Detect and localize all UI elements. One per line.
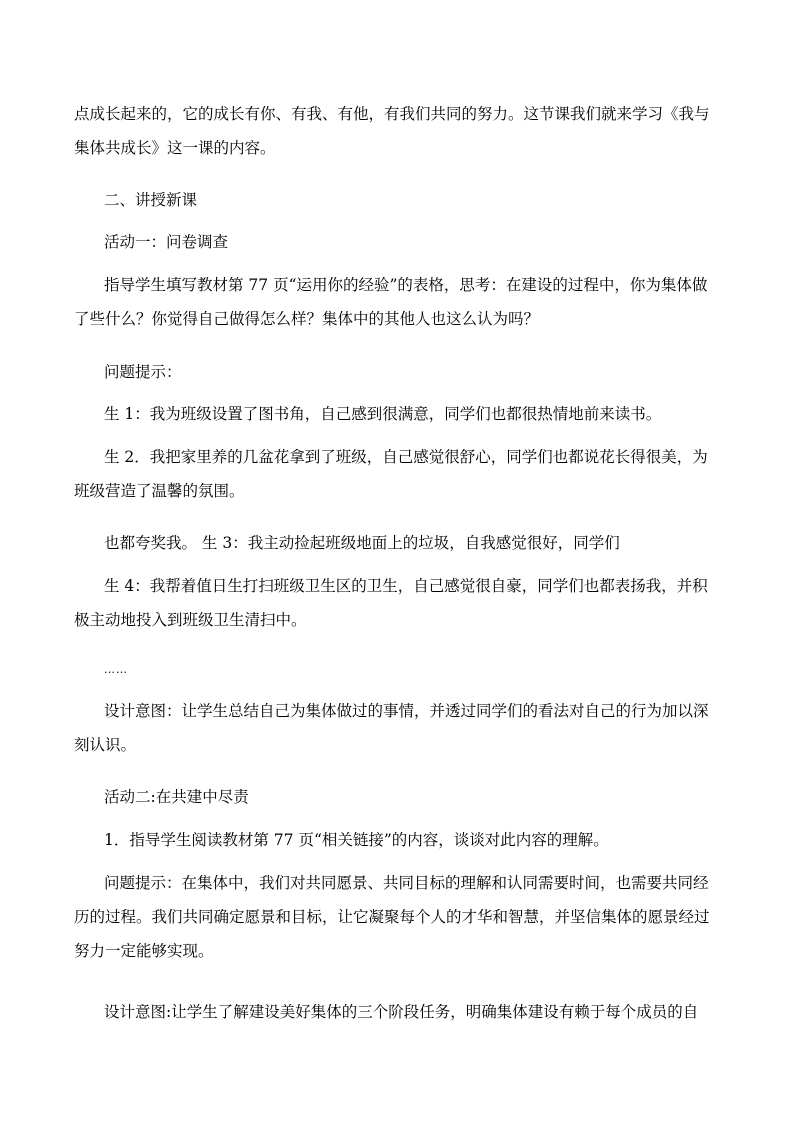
- text-line: 刻认识。: [74, 736, 137, 754]
- text-line: 活动二:在共建中尽责: [104, 788, 249, 806]
- activity-two-item-1: [104, 823, 724, 857]
- ellipsis: [104, 653, 724, 687]
- student-answer-4: [74, 569, 724, 637]
- text-line: 努力一定能够实现。: [74, 942, 214, 960]
- text-line: ……: [104, 663, 128, 676]
- text-line: 了些什么？你觉得自己做得怎么样？集体中的其他人也这么认为吗？: [74, 310, 540, 328]
- student-answer-3: [104, 526, 724, 560]
- design-intent-activity-two: [104, 995, 724, 1029]
- text-line: 活动一：问卷调查: [104, 233, 229, 251]
- paragraph-guide-questionnaire: [74, 268, 724, 336]
- design-intent-activity-one: [74, 694, 724, 762]
- student-answer-1: [104, 397, 724, 431]
- text-line: 集体共成长》这一课的内容。: [74, 139, 276, 157]
- text-line: 问题提示：: [104, 363, 182, 381]
- text-line: 1．指导学生阅读教材第 77 页“相关链接”的内容，谈谈对此内容的理解。: [104, 831, 609, 849]
- text-line: 生 1：我为班级设置了图书角，自己感到很满意，同学们也都很热情地前来读书。: [104, 405, 662, 423]
- text-line: 设计意图:让学生了解建设美好集体的三个阶段任务，明确集体建设有赖于每个成员的自: [104, 1003, 699, 1021]
- activity-one-heading: [104, 225, 724, 259]
- question-hint-collective: [74, 866, 724, 968]
- text-line: 班级营造了温馨的氛围。: [74, 482, 245, 500]
- text-line: 设计意图：让学生总结自己为集体做过的事情，并透过同学们的看法对自己的行为加以深: [104, 702, 709, 720]
- text-line: 也都夸奖我。 生 3：我主动捡起班级地面上的垃圾，自我感觉很好，同学们: [104, 534, 620, 552]
- text-line: 极主动地投入到班级卫生清扫中。: [74, 611, 307, 629]
- text-line: 生 4：我帮着值日生打扫班级卫生区的卫生，自己感觉很自豪，同学们也都表扬我，并积: [104, 577, 708, 595]
- text-line: 历的过程。我们共同确定愿景和目标，让它凝聚每个人的才华和智慧，并坚信集体的愿景经过: [74, 908, 710, 926]
- question-hint-label: [104, 355, 724, 389]
- text-line: 点成长起来的，它的成长有你、有我、有他，有我们共同的努力。这节课我们就来学习《我与: [74, 105, 710, 123]
- text-line: 生 2．我把家里养的几盆花拿到了班级，自己感觉很舒心，同学们也都说花长得很美，为: [104, 448, 708, 466]
- student-answer-2: [74, 440, 724, 508]
- text-line: 二、讲授新课: [104, 191, 198, 209]
- paragraph-intro-continuation: [74, 97, 710, 165]
- text-line: 指导学生填写教材第 77 页“运用你的经验”的表格，思考：在建设的过程中，你为集体做: [104, 276, 708, 294]
- activity-two-heading: [104, 780, 724, 814]
- text-line: 问题提示：在集体中，我们对共同愿景、共同目标的理解和认同需要时间，也需要共同经: [104, 874, 709, 892]
- section-heading-new-lesson: [104, 183, 724, 217]
